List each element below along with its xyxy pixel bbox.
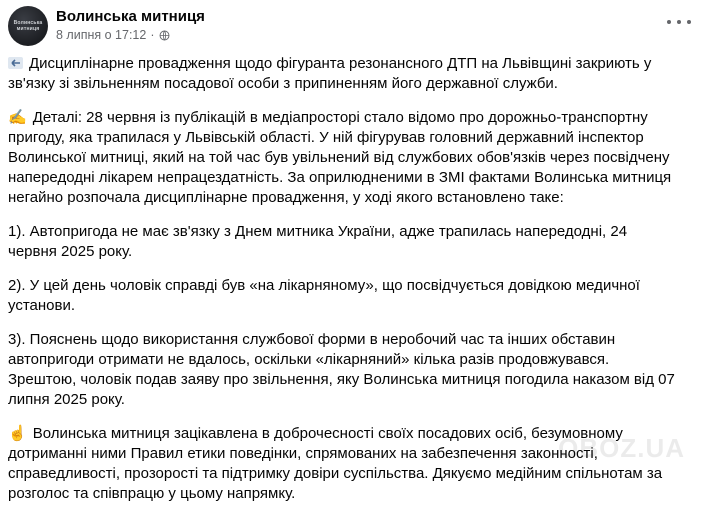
post-paragraph-5 — [8, 330, 680, 410]
paragraph-6-text: Волинська митниця зацікавлена в доброчесності своїх посадових осіб, безумовному дотриманні ними Правил етики поведінки, спрямованих на забезпечення законності, справедливості, прозорості та підтримку довіри суспільства. Дякуємо медійним спільнотам за розголос та співпрацю у цьому напрямку. — [8, 425, 663, 502]
avatar-text: Волинська митниця — [13, 20, 43, 32]
paragraph-3-text: 1). Автопригода не має зв'язку з Днем митника України, адже трапилась напередодні, 24 червня 2025 року. — [8, 223, 628, 260]
paragraph-2-text: Деталі: 28 червня із публікацій в медіапросторі стало відомо про дорожньо-транспортну пригоду, яка трапилася у Львівській області. У ній фігурував головний державний інспектор Волинської митниці, який на той час був увільнений від службових обов'язків через посвідчену напередодні лікарем непрацездатність. За оприлюдненими в ЗМІ фактами Волинська митниця негайно розпочала дисциплінарне провадження, у ході якого встановлено таке: — [8, 109, 672, 206]
paragraph-1-text: Дисциплінарне провадження щодо фігуранта резонансного ДТП на Львівщині закриють у зв'язку зі звільненням посадової особи з припиненням його державної служби. — [8, 55, 652, 92]
globe-icon — [159, 30, 170, 41]
page-name[interactable]: Волинська митниця — [56, 8, 205, 25]
meta-separator: · — [150, 28, 155, 42]
pointing-up-icon: ☝ — [8, 425, 27, 442]
more-dot — [667, 20, 671, 24]
post-header — [8, 6, 699, 50]
more-dot — [687, 20, 691, 24]
post-meta — [56, 28, 170, 42]
post-date[interactable]: 8 липня о 17:12 — [56, 28, 147, 42]
writing-hand-icon: ✍ — [8, 109, 27, 126]
paragraph-4-text: 2). У цей день чоловік справді був «на лікарняному», що посвідчується довідкою медичної установи. — [8, 277, 640, 314]
post-paragraph-2 — [8, 108, 680, 208]
post-paragraph-3 — [8, 222, 680, 262]
paragraph-5-text: 3). Пояснень щодо використання службової форми в неробочий час та інших обставин автопригоди отримати не вдалось, оскільки «лікарняний» кілька разів продовжувався. Зрештою, чоловік подав заяву про звільнення, яку Волинська митниця погодила наказом від 07 липня 2025 року. — [8, 331, 675, 408]
avatar[interactable] — [8, 6, 48, 46]
more-dot — [677, 20, 681, 24]
watermark: OBOZ.UA — [558, 433, 685, 463]
post-paragraph-4 — [8, 276, 680, 316]
more-options-icon[interactable] — [667, 14, 691, 30]
back-arrow-icon — [8, 57, 23, 69]
post-paragraph-1 — [8, 54, 680, 94]
